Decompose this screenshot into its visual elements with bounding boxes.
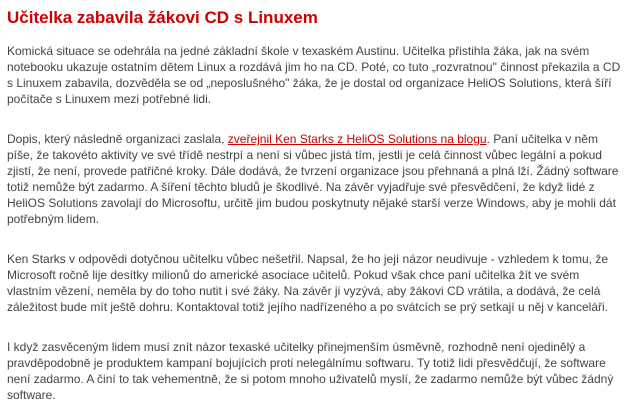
blog-link[interactable]: zveřejnil Ken Starks z HeliOS Solutions na blogu	[227, 132, 487, 146]
paragraph-2-text-after-link: . Paní učitelka v něm píše, že takovéto aktivity ve své třídě nestrpí a není si vůbec jistá tím, jestli je celá činnost vůbec legální a pokud zjistí, že není, provede patřičné kroky. Dále dodává, že tvrzení organizace jsou přehnaná a plná lží. Žádný software totiž nemůže být zadarmo. A šíření těchto bludů je škodlivé. Na závěr vyjadřuje své přesvědčení, že když lidé z HeliOS Solutions zavolají do Microsoftu, určitě jim budou poskytnuty nějaké starší verze Windows, aby je mohli dát potřebným lidem.	[7, 132, 619, 226]
paragraph-1: Komická situace se odehrála na jedné základní škole v texaském Austinu. Učitelka přistihla žáka, jak na svém notebooku ukazuje ostatním dětem Linux a rozdává jim ho na CD. Poté, co tuto „rozvratnou" činnost překazila a CD s Linuxem zabavila, dozvěděla se od „neposlušného" žáka, že je dostal od organizace HeliOS Solutions, která šíří počítače s Linuxem mezi potřebné lidi.	[7, 44, 621, 106]
paragraph-3: Ken Starks v odpovědi dotyčnou učitelku vůbec nešetřil. Napsal, že ho její názor neudivuje - vzhledem k tomu, že Microsoft ročně lije desítky milionů do americké asociace učitelů. Pokud však chce paní učitelka žít ve svém vlastním vězení, neměla by do toho nutit i své žáky. Na závěr ji vyzývá, aby žákovi CD vrátila, a dodává, že celá záležitost bude mít ještě dohru. Kontaktoval totiž jejího nadřízeného a po svátcích se prý setkají u něj v kanceláři.	[7, 252, 608, 314]
paragraph-2	[7, 131, 622, 227]
article-title: Učitelka zabavila žákovi CD s Linuxem	[7, 8, 318, 27]
paragraph-4: I když zasvěceným lidem musí znít názor texaské učitelky přinejmenším úsměvně, rozhodně není ojedinělý a pravděpodobně je produktem kampaní bojujících proti nelegálnímu softwaru. Ty totiž lidi přesvědčují, že software není zadarmo. A činí to tak vehementně, že si potom mnoho uživatelů myslí, že zadarmo nemůže být vůbec žádný software.	[7, 340, 614, 402]
paragraph-2-text-before-link: Dopis, který následně organizaci zaslala,	[7, 132, 228, 146]
